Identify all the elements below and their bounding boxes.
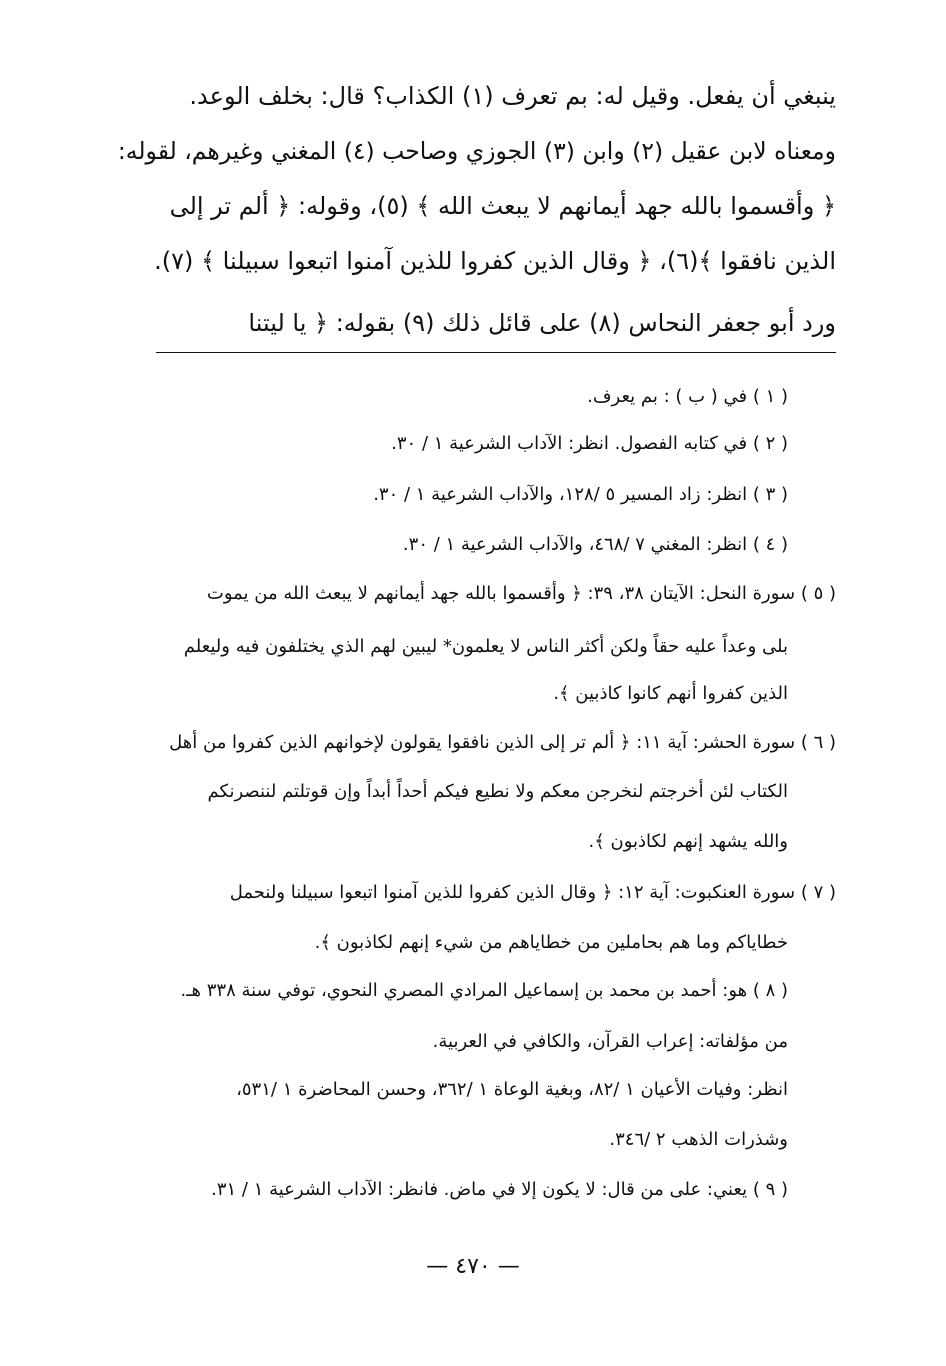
main-text-line: ﴿ وأقسموا بالله جهد أيمانهم لا يبعث الله ﴾ (٥)، وقوله: ﴿ ألم تر إلى <box>169 192 836 220</box>
main-text-line: ورد أبو جعفر النحاس (٨) على قائل ذلك (٩) بقوله: ﴿ يا ليتنا <box>248 309 836 337</box>
footnote-line: وشذرات الذهب ٢ /٣٤٦. <box>609 1129 788 1150</box>
footnote-line: من مؤلفاته: إعراب القرآن، والكافي في العربية. <box>432 1031 788 1052</box>
footnote-line: ( ٤ ) انظر: المغني ٧ /٤٦٨، والآداب الشرعية ١ / ٣٠. <box>402 534 788 555</box>
page-number: — ٤٧٠ — <box>426 1254 520 1279</box>
footnote-line: الذين كفروا أنهم كانوا كاذبين ﴾. <box>553 683 788 704</box>
footnote-line: ( ١ ) في ( ب ) : بم يعرف. <box>587 386 788 407</box>
footnote-line: الكتاب لئن أخرجتم لنخرجن معكم ولا نطيع فيكم أحداً أبداً وإن قوتلتم لننصرنكم <box>207 781 788 802</box>
main-text-line: ومعناه لابن عقيل (٢) وابن (٣) الجوزي وصاحب (٤) المغني وغيرهم، لقوله: <box>117 137 836 165</box>
footnote-line: خطاياكم وما هم بحاملين من خطاياهم من شيء إنهم لكاذبون ﴾. <box>314 932 788 953</box>
footnote-line: ( ٨ ) هو: أحمد بن محمد بن إسماعيل المرادي المصري النحوي، توفي سنة ٣٣٨ هـ. <box>180 980 788 1001</box>
footnote-line: والله يشهد إنهم لكاذبون ﴾. <box>588 831 788 852</box>
main-text-line: الذين نافقوا ﴾(٦)، ﴿ وقال الذين كفروا للذين آمنوا اتبعوا سبيلنا ﴾ (٧). <box>154 247 836 275</box>
footnote-line: ( ٩ ) يعني: على من قال: لا يكون إلا في ماض. فانظر: الآداب الشرعية ١ / ٣١. <box>211 1179 788 1200</box>
footnote-line: ( ٧ ) سورة العنكبوت: آية ١٢: ﴿ وقال الذين كفروا للذين آمنوا اتبعوا سبيلنا ولنحمل <box>229 882 836 903</box>
footnote-line: ( ٣ ) انظر: زاد المسير ٥ /١٢٨، والآداب الشرعية ١ / ٣٠. <box>373 484 788 505</box>
footnote-line: ( ٥ ) سورة النحل: الآيتان ٣٨، ٣٩: ﴿ وأقسموا بالله جهد أيمانهم لا يبعث الله من يموت <box>206 583 836 604</box>
footnote-line: بلى وعداً عليه حقاً ولكن أكثر الناس لا يعلمون* ليبين لهم الذي يختلفون فيه وليعلم <box>183 636 788 657</box>
main-text-line: ينبغي أن يفعل. وقيل له: بم تعرف (١) الكذاب؟ قال: بخلف الوعد. <box>189 82 836 110</box>
footnote-separator <box>156 352 836 353</box>
footnote-line: ( ٦ ) سورة الحشر: آية ١١: ﴿ ألم تر إلى الذين نافقوا يقولون لإخوانهم الذين كفروا من أهل <box>169 732 836 753</box>
footnote-line: انظر: وفيات الأعيان ١ /٨٢، وبغية الوعاة ١ /٣٦٢، وحسن المحاضرة ١ /٥٣١، <box>236 1079 788 1100</box>
footnote-line: ( ٢ ) في كتابه الفصول. انظر: الآداب الشرعية ١ / ٣٠. <box>391 433 788 454</box>
